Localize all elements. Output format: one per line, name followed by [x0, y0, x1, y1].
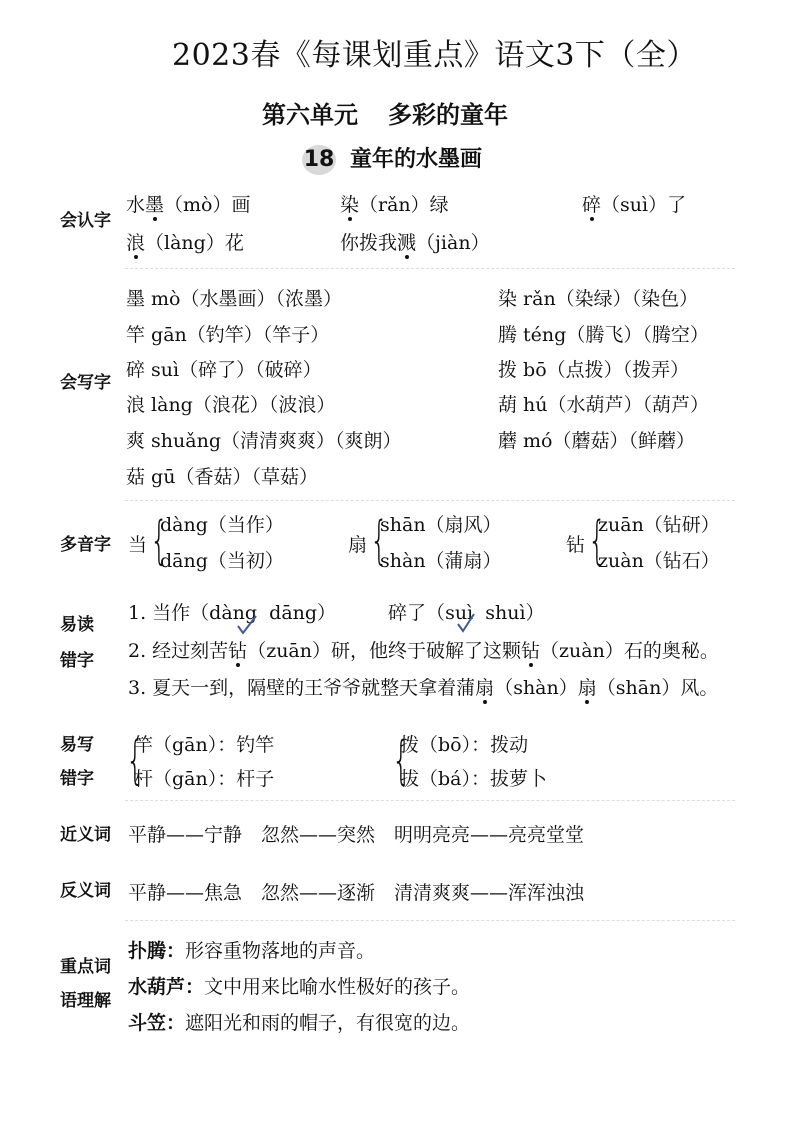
miswrite-item: 杆（gān）：杆子	[134, 768, 275, 790]
polyphone-char: 钻	[566, 534, 586, 556]
keyword-item: 水葫芦：文中用来比喻水性极好的孩子。	[128, 976, 471, 998]
polyphone-reading: shàn（蒲扇）	[380, 550, 502, 572]
keyword-item: 斗笠：遮阳光和雨的帽子，有很宽的边。	[128, 1012, 471, 1034]
label-miswrite-1: 易写	[60, 735, 94, 755]
write-item: 浪 làng（浪花）（波浪）	[126, 394, 336, 416]
polyphone-reading: zuàn（钻石）	[598, 550, 720, 572]
unit-name: 多彩的童年	[388, 101, 508, 129]
recognize-item: 水墨（mò）画	[126, 190, 251, 217]
write-item: 染 rǎn（染绿）（染色）	[498, 288, 699, 310]
recognize-item: 碎（suì）了	[582, 190, 686, 217]
write-item: 菇 gū（香菇）（草菇）	[126, 466, 318, 488]
checkmark-icon	[238, 616, 256, 633]
miswrite-item: 拔（bá）：拔萝卜	[400, 768, 547, 790]
polyphone-reading: shān（扇风）	[380, 514, 502, 536]
write-item: 竿 gān（钓竿）（竿子）	[126, 324, 330, 346]
misread-line-1: 1. 当作（dàng dāng） 碎了（suì shuì）	[128, 602, 545, 624]
polyphone-char: 当	[128, 534, 148, 556]
recognize-item: 你拨我溅（jiàn）	[340, 228, 490, 255]
miswrite-item: 竿（gān）：钓竿	[134, 734, 275, 756]
antonyms-line: 平静——焦急 忽然——逐渐 清清爽爽——浑浑浊浊	[128, 882, 585, 904]
label-antonyms: 反义词	[60, 881, 111, 901]
brace-icon: {	[150, 511, 169, 571]
write-item: 墨 mò（水墨画）（浓墨）	[126, 288, 342, 310]
recognize-item: 浪（làng）花	[126, 228, 244, 255]
section-divider	[125, 920, 735, 921]
write-item: 拨 bō（点拨）（拨弄）	[498, 359, 690, 381]
label-misread-2: 错字	[60, 651, 94, 671]
brace-icon: {	[392, 731, 411, 791]
write-item: 碎 suì（碎了）（破碎）	[126, 359, 322, 381]
write-item: 葫 hú（水葫芦）（葫芦）	[498, 394, 710, 416]
polyphone-reading: zuān（钻研）	[598, 514, 720, 536]
label-misread-1: 易读	[60, 615, 94, 635]
brace-icon: {	[588, 511, 607, 571]
label-synonyms: 近义词	[60, 825, 111, 845]
section-divider	[125, 800, 735, 801]
write-item: 蘑 mó（蘑菇）（鲜蘑）	[498, 430, 695, 452]
misread-line-3: 3. 夏天一到，隔壁的王爷爷就整天拿着蒲扇（shàn）扇（shān）风。	[128, 673, 718, 700]
document-title: 2023春《每课划重点》语文3下（全）	[172, 38, 697, 73]
brace-icon: {	[126, 731, 145, 791]
synonyms-line: 平静——宁静 忽然——突然 明明亮亮——亮亮堂堂	[128, 824, 585, 846]
label-keywords-1: 重点词	[60, 957, 111, 977]
keyword-item: 扑腾：形容重物落地的声音。	[128, 940, 376, 962]
write-item: 爽 shuǎng（清清爽爽）（爽朗）	[126, 430, 402, 452]
label-miswrite-2: 错字	[60, 769, 94, 789]
polyphone-reading: dāng（当初）	[160, 550, 284, 572]
polyphone-char: 扇	[348, 534, 368, 556]
unit-number: 第六单元	[262, 101, 358, 129]
write-item: 腾 téng（腾飞）（腾空）	[498, 324, 709, 346]
polyphone-reading: dàng（当作）	[160, 514, 284, 536]
miswrite-item: 拨（bō）：拨动	[400, 734, 529, 756]
label-polyphone: 多音字	[60, 535, 111, 555]
lesson-number: 18	[302, 145, 336, 175]
lesson-title: 童年的水墨画	[350, 147, 483, 172]
misread-line-2: 2. 经过刻苦钻（zuān）研，他终于破解了这颗钻（zuàn）石的奥秘。	[128, 636, 719, 663]
label-keywords-2: 语理解	[60, 991, 111, 1011]
brace-icon: {	[370, 511, 389, 571]
checkmark-icon	[458, 614, 474, 631]
label-recognize: 会认字	[60, 211, 111, 231]
label-write: 会写字	[60, 373, 111, 393]
recognize-item: 染（rǎn）绿	[340, 190, 449, 217]
